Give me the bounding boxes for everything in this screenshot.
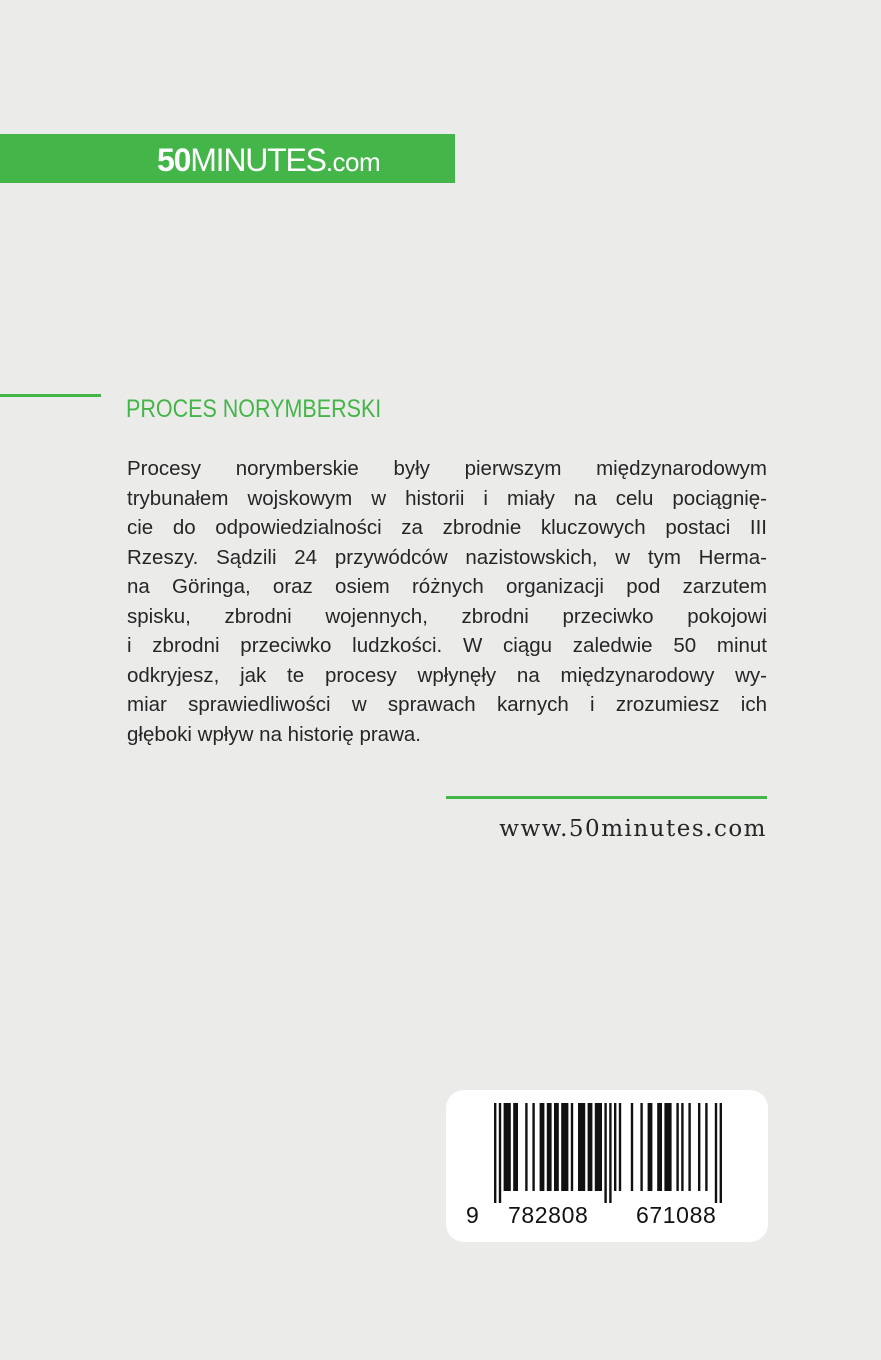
description-line: odkryjesz, jak te procesy wpłynęły na międzynarodowy wy-	[127, 663, 767, 687]
book-description	[127, 454, 767, 749]
barcode-panel	[446, 1090, 768, 1242]
barcode-guard-bar	[604, 1103, 606, 1203]
barcode-bar	[513, 1103, 518, 1191]
barcode-bar	[540, 1103, 545, 1191]
barcode-bar	[705, 1103, 707, 1191]
barcode-right-group: 671088	[636, 1202, 717, 1228]
barcode-bar	[532, 1103, 534, 1191]
barcode-guard-bar	[499, 1103, 501, 1203]
barcode-guard-bar	[720, 1103, 722, 1203]
website-accent-rule	[446, 796, 767, 799]
barcode-bar	[504, 1103, 511, 1191]
barcode-bar	[681, 1103, 683, 1191]
barcode-bar	[614, 1103, 616, 1191]
barcode-bar	[578, 1103, 585, 1191]
barcode-bar	[676, 1103, 678, 1191]
description-line: Procesy norymberskie były pierwszym międzynarodowym	[127, 457, 767, 480]
barcode-bar	[640, 1103, 642, 1191]
description-line: miar sprawiedliwości w sprawach karnych i zrozumiesz ich	[127, 693, 767, 716]
barcode-bar	[561, 1103, 568, 1191]
description-line: i zbrodni przeciwko ludzkości. W ciągu zaledwie 50 minut	[127, 634, 767, 657]
barcode-bar	[525, 1103, 527, 1191]
description-line: trybunałem wojskowym w historii i miały na celu pociągnię-	[127, 486, 767, 510]
barcode-guard-bar	[715, 1103, 717, 1203]
barcode-bar	[571, 1103, 573, 1191]
book-title: PROCES NORYMBERSKI	[126, 395, 382, 423]
description-line: spisku, zbrodni wojennych, zbrodni przeciwko pokojowi	[127, 604, 767, 628]
logo-domain-suffix: .com	[325, 147, 381, 177]
barcode-bar	[657, 1103, 662, 1191]
barcode-bar	[595, 1103, 602, 1191]
barcode-bar	[631, 1103, 633, 1191]
barcode-left-group: 782808	[508, 1202, 589, 1228]
website-url: www.50minutes.com	[499, 816, 767, 842]
barcode-bar	[588, 1103, 593, 1191]
barcode-bar	[648, 1103, 653, 1191]
title-accent-rule	[0, 394, 101, 397]
barcode-bar	[688, 1103, 690, 1191]
barcode-bar	[554, 1103, 559, 1191]
description-line: na Göringa, oraz osiem różnych organizacji pod zarzutem	[127, 575, 767, 598]
description-line: cie do odpowiedzialności za zbrodnie kluczowych postaci III	[127, 516, 767, 539]
barcode-bar	[664, 1103, 671, 1191]
description-line: głęboki wpływ na historię prawa.	[127, 722, 421, 746]
logo-regular-part: MINUTES	[190, 142, 326, 178]
barcode-first-digit: 9	[466, 1202, 479, 1228]
barcode-guard-bar	[609, 1103, 611, 1203]
description-line: Rzeszy. Sądzili 24 przywódców nazistowskich, w tym Herma-	[127, 545, 767, 569]
barcode-bar	[619, 1103, 621, 1191]
logo-bold-part: 50	[157, 142, 191, 178]
barcode-bar	[547, 1103, 552, 1191]
brand-logo	[157, 138, 380, 182]
barcode-guard-bar	[494, 1103, 496, 1203]
barcode-bars	[467, 1103, 751, 1203]
barcode-bar	[698, 1103, 700, 1191]
